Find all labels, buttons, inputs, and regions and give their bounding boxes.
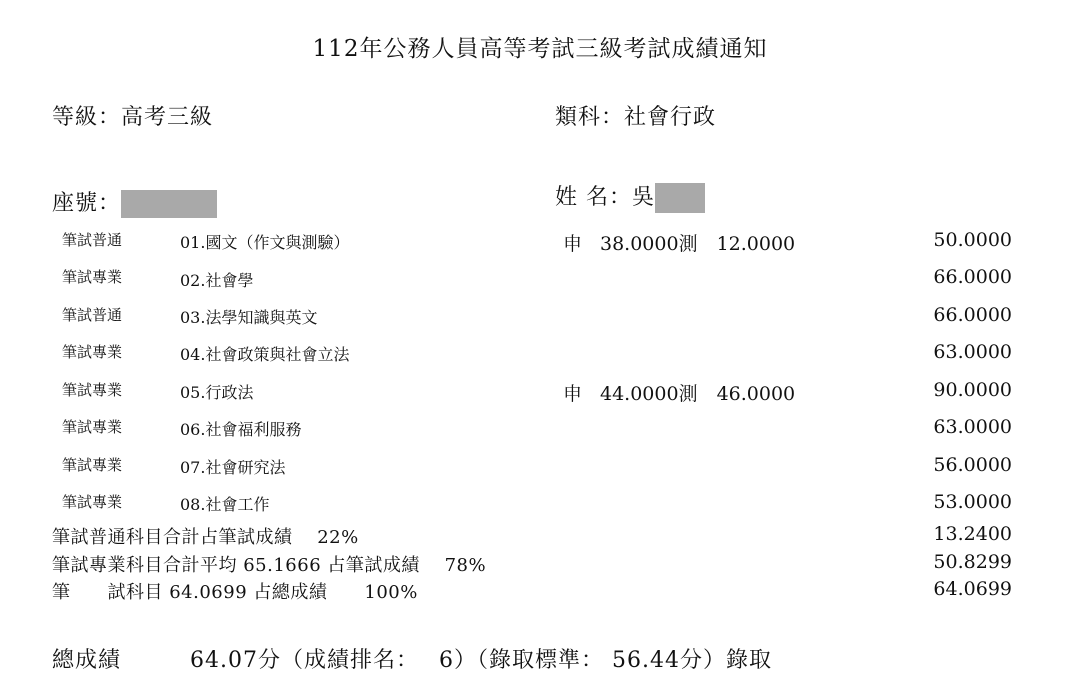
subject-type: 筆試專業: [62, 381, 123, 399]
summary-written-score: 64.0699: [933, 578, 1012, 600]
subject-score: 63.0000: [933, 341, 1012, 363]
subject-score: 56.0000: [933, 454, 1012, 476]
subject-shen-label: 申: [563, 233, 583, 255]
category-label: 類科：: [555, 105, 625, 130]
subject-score: 90.0000: [933, 379, 1012, 401]
subject-type: 筆試專業: [62, 456, 123, 474]
subject-name: 01.國文（作文與測驗）: [180, 233, 350, 252]
subject-score: 53.0000: [933, 491, 1012, 513]
total-score-line: 總成績 64.07分（成績排名： 6）（錄取標準： 56.44分）錄取: [52, 648, 772, 673]
subject-score: 63.0000: [933, 416, 1012, 438]
summary-professional-score: 50.8299: [933, 551, 1012, 573]
seat-field: [52, 186, 217, 218]
grade-label: 等級：: [52, 105, 122, 130]
subject-name: 04.社會政策與社會立法: [180, 345, 350, 364]
subject-type: 筆試專業: [62, 418, 123, 436]
subject-score: 66.0000: [933, 304, 1012, 326]
category-field: [555, 100, 716, 131]
summary-written: 筆 試科目 64.0699 占總成績 100%: [52, 582, 418, 603]
subject-name: 06.社會福利服務: [180, 420, 302, 439]
subject-type: 筆試專業: [62, 268, 123, 286]
subject-name: 03.法學知識與英文: [180, 308, 318, 327]
page-title: 112年公務人員高等考試三級考試成績通知: [312, 36, 768, 62]
subject-type: 筆試普通: [62, 306, 123, 324]
subject-name: 07.社會研究法: [180, 458, 286, 477]
subject-name: 02.社會學: [180, 271, 254, 290]
subject-score: 66.0000: [933, 266, 1012, 288]
summary-general-score: 13.2400: [933, 523, 1012, 545]
summary-professional: 筆試專業科目合計平均 65.1666 占筆試成績 78%: [52, 555, 487, 576]
subject-type: 筆試專業: [62, 493, 123, 511]
subject-detail: 38.0000測 12.0000: [600, 233, 796, 255]
subject-name: 08.社會工作: [180, 495, 270, 514]
grade-field: [52, 100, 213, 131]
grade-value: 高考三級: [121, 105, 214, 130]
subject-name: 05.行政法: [180, 383, 254, 402]
seat-label: 座號：: [52, 191, 122, 216]
name-value: 吳: [632, 185, 656, 210]
name-label: 姓 名：: [555, 185, 632, 210]
subject-type: 筆試普通: [62, 231, 123, 249]
summary-general: 筆試普通科目合計占筆試成績 22%: [52, 527, 359, 548]
subject-type: 筆試專業: [62, 343, 123, 361]
category-value: 社會行政: [624, 105, 717, 130]
subject-detail: 44.0000測 46.0000: [600, 383, 796, 405]
subject-score: 50.0000: [933, 229, 1012, 251]
name-field: [555, 180, 705, 213]
subject-shen-label: 申: [563, 383, 583, 405]
seat-redaction: [121, 190, 217, 218]
name-redaction: [655, 183, 705, 213]
